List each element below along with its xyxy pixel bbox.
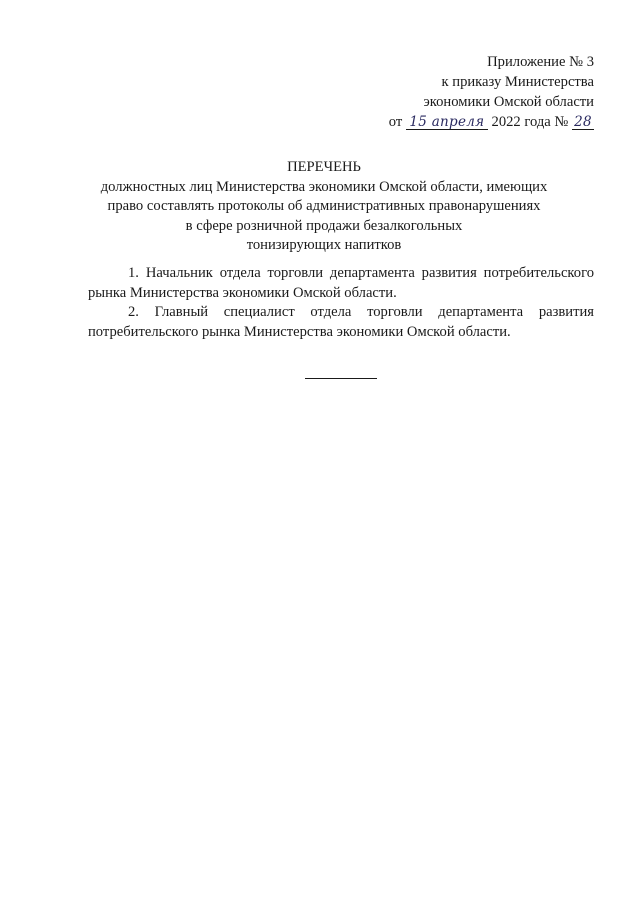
handwritten-order-number: 28	[572, 112, 594, 132]
order-date-line	[389, 112, 594, 132]
list-item: 1. Начальник отдела торговли департамента развития потребительского рынка Министерства экономики Омской области.	[88, 265, 594, 301]
closing-divider	[305, 378, 377, 379]
ministry-name: экономики Омской области	[423, 94, 594, 110]
date-prefix: от	[388, 114, 403, 130]
appendix-number: Приложение № 3	[487, 54, 594, 70]
title-line: в сфере розничной продажи безалкогольных	[185, 217, 463, 234]
title-line: право составлять протоколы об административных правонарушениях	[107, 198, 541, 214]
document-title	[80, 158, 568, 256]
year-text: 2022 года №	[491, 114, 569, 130]
officials-list	[88, 264, 594, 342]
handwritten-date: 15 апреля	[406, 112, 488, 132]
title-line: должностных лиц Министерства экономики Омской области, имеющих	[100, 178, 548, 195]
list-item: 2. Главный специалист отдела торговли департамента развития потребительского рынка Министерства экономики Омской области.	[88, 304, 594, 340]
appendix-header	[389, 52, 594, 132]
title-line: тонизирующих напитков	[246, 237, 402, 253]
order-reference: к приказу Министерства	[441, 74, 594, 90]
title-heading: ПЕРЕЧЕНЬ	[287, 159, 361, 175]
